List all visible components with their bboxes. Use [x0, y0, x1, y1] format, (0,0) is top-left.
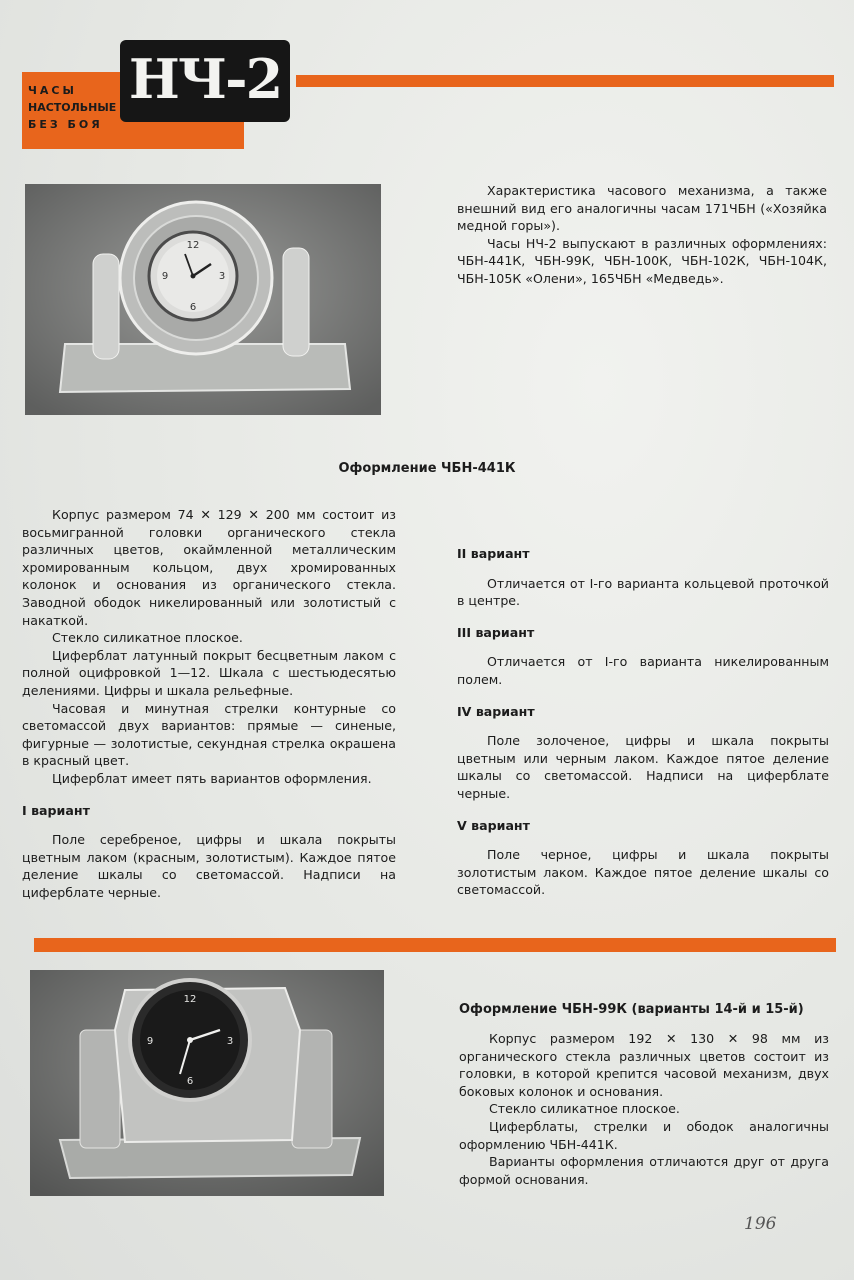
section1-left-column [22, 506, 396, 901]
variant-5-text: Поле черное, цифры и шкала покрыты золотистым лаком. Каждое пятое деление шкалы со светомассой. [457, 847, 829, 898]
variant-4-title: IV вариант [457, 703, 535, 719]
clock-photo-99k [30, 970, 384, 1196]
variant-2-text: Отличается от I-го варианта кольцевой проточкой в центре. [457, 575, 829, 609]
variant-3-text: Отличается от I-го варианта никелированным полем. [457, 654, 829, 687]
variant-2-title: II вариант [457, 546, 530, 561]
variant-1-title: I вариант [22, 802, 90, 818]
clock-99k-illustration [30, 970, 384, 1196]
page-number: 196 [744, 1214, 777, 1234]
svg-text:6: 6 [186, 1076, 194, 1087]
svg-text:12: 12 [186, 240, 200, 251]
section-title-441k: Оформление ЧБН-441К [338, 461, 516, 476]
category-line-3: БЕЗ БОЯ [28, 118, 103, 131]
body-paragraph: Стекло силикатное плоское. [52, 630, 243, 646]
body-paragraph: Корпус размером 192 ✕ 130 ✕ 98 мм из органического стекла различных цветов состоит из головки, в которой крепится часовой механизм, двух боковых колонок и основания. [459, 1031, 829, 1099]
body-paragraph: Корпус размером 74 ✕ 129 ✕ 200 мм состоит из восьмигранной головки органического стекла различных цветов, окаймленной металлическим хромированным кольцом, двух хромированных колонок и основания из органического стекла. Заводной ободок никелированный или золотистый с накаткой. [22, 507, 396, 628]
body-paragraph: Варианты оформления отличаются друг от друга формой основания. [459, 1154, 829, 1187]
section1-right-column [457, 545, 829, 899]
body-paragraph: Стекло силикатное плоское. [489, 1101, 680, 1117]
variant-3-title: III вариант [457, 624, 535, 640]
variant-4-text: Поле золоченое, цифры и шкала покрыты цветным или черным лаком. Каждое пятое деление шкалы со светомассой. Надписи на циферблате черные. [457, 733, 829, 801]
body-paragraph: Циферблаты, стрелки и ободок аналогичны оформлению ЧБН-441К. [459, 1118, 829, 1152]
body-paragraph: Часовая и минутная стрелки контурные со светомассой двух вариантов: прямые — синеные, фигурные — золотистые, секундная стрелка окрашена в красный цвет. [22, 700, 396, 769]
body-paragraph: Циферблат имеет пять вариантов оформления. [52, 770, 372, 786]
svg-text:9: 9 [161, 271, 169, 282]
body-paragraph: Циферблат латунный покрыт бесцветным лаком с полной оцифровкой 1—12. Шкала с шестьюдесятью делениями. Цифры и шкала рельефные. [22, 647, 396, 698]
svg-text:3: 3 [226, 1036, 234, 1047]
svg-text:3: 3 [218, 271, 226, 282]
intro-paragraph: Характеристика часового механизма, а также внешний вид его аналогичны часам 171ЧБН («Хозяйка медной горы»). [457, 183, 827, 234]
variant-1-text: Поле серебреное, цифры и шкала покрыты цветным лаком (красным, золотистым). Каждое пятое деление шкалы со светомассой. Надписи на циферблате черные. [22, 832, 396, 900]
category-line-2: НАСТОЛЬНЫЕ [28, 101, 117, 114]
svg-text:9: 9 [146, 1036, 154, 1047]
section2-text [459, 1030, 829, 1188]
section-rule [34, 938, 836, 952]
model-title: НЧ-2 [128, 47, 282, 111]
clock-441k-illustration [25, 184, 381, 415]
svg-text:6: 6 [189, 302, 197, 313]
clock-photo-441k [25, 184, 381, 415]
header-rule [296, 75, 834, 87]
variant-5-title: V вариант [457, 817, 530, 833]
section-title-99k: Оформление ЧБН-99К (варианты 14-й и 15-й) [459, 1002, 804, 1017]
category-line-1: ЧАСЫ [28, 84, 77, 97]
svg-text:12: 12 [183, 994, 197, 1005]
intro-paragraph: Часы НЧ-2 выпускают в различных оформлениях: ЧБН-441К, ЧБН-99К, ЧБН-100К, ЧБН-102К, ЧБН-104К, ЧБН-105К «Олени», 165ЧБН «Медведь». [457, 235, 827, 286]
intro-text [457, 182, 827, 288]
